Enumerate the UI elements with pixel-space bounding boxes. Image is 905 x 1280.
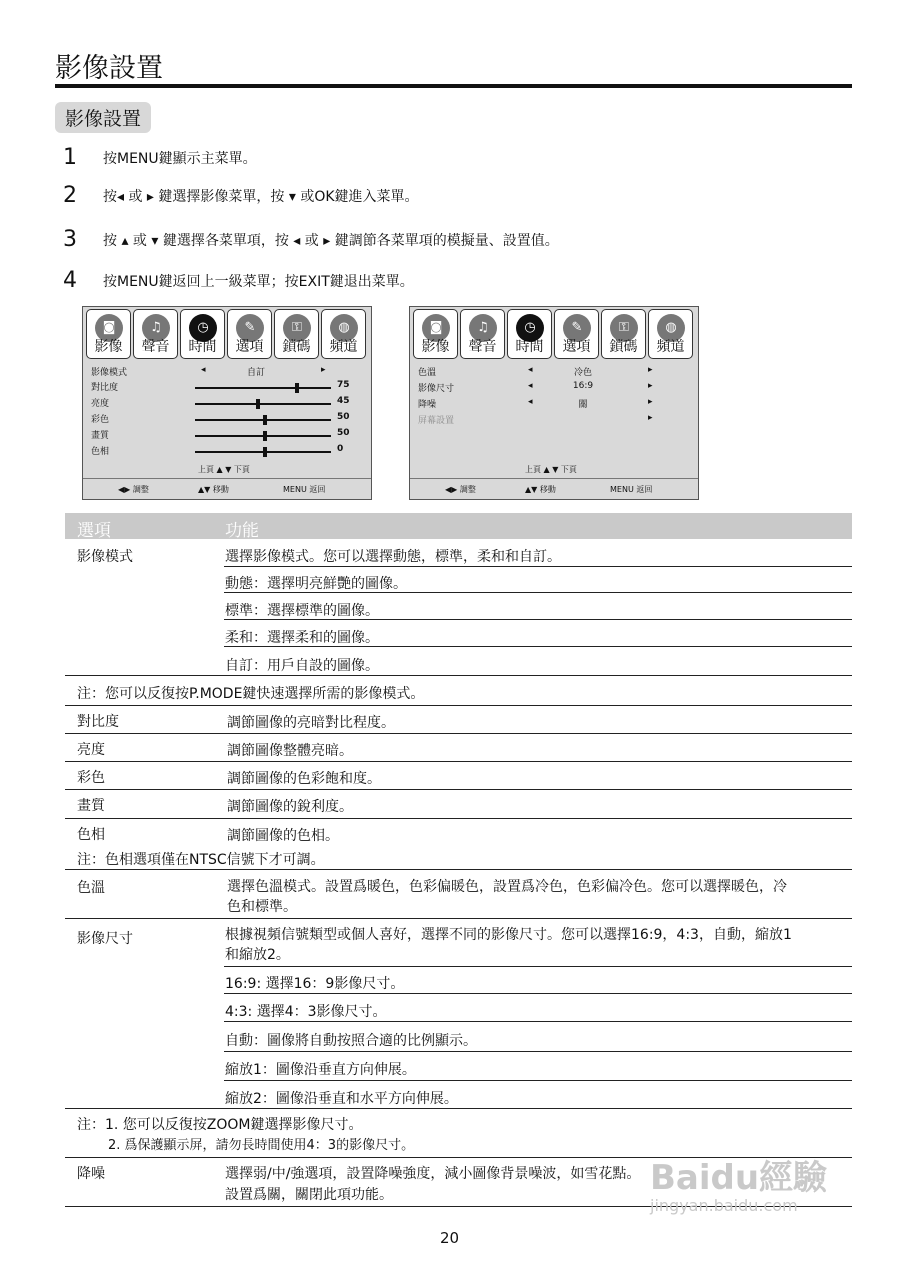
- menu-row-slider: 對比度 75: [91, 380, 350, 393]
- menu-page-hint: 上頁 ▲ ▼ 下頁: [198, 465, 250, 474]
- note: 注：色相選項僅在NTSC信號下才可調。: [77, 852, 325, 868]
- table-header: 選項 功能: [65, 513, 852, 539]
- item-desc: 和縮放2。: [225, 947, 290, 963]
- title-rule: [55, 84, 852, 88]
- item-desc: 根據視頻信號類型或個人喜好，選擇不同的影像尺寸。您可以選擇16:9，4:3，自動，縮放1: [225, 927, 792, 943]
- menu-icon-bar: [413, 309, 695, 359]
- row-divider: [65, 789, 852, 790]
- globe-icon: ◍ 頻道: [648, 309, 693, 359]
- row-divider: [224, 566, 852, 567]
- item-desc: 調節圖像整體亮暗。: [227, 743, 353, 759]
- tools-icon: ✎ 選項: [554, 309, 599, 359]
- globe-icon: ◍ 頻道: [321, 309, 366, 359]
- menu-row: 色溫 ◂ 冷色 ▸: [418, 365, 653, 378]
- clock-icon: ◷ 時間: [507, 309, 552, 359]
- menu-row-mode: 影像模式 ◂ 自訂 ▸: [91, 365, 326, 378]
- item-desc: 色和標準。: [227, 899, 297, 915]
- item-desc: 調節圖像的銳利度。: [227, 799, 353, 815]
- item-label: 影像尺寸: [77, 931, 133, 947]
- note: 注：您可以反復按P.MODE鍵快速選擇所需的影像模式。: [77, 686, 425, 702]
- row-divider: [65, 705, 852, 706]
- step-4: 4 按MENU鍵返回上一級菜單；按EXIT鍵退出菜單。: [63, 268, 414, 293]
- note: 注：1. 您可以反復按ZOOM鍵選擇影像尺寸。: [77, 1117, 363, 1133]
- watermark-logo: Baidu經驗: [650, 1158, 828, 1198]
- picture-menu-page2-screenshot: [409, 306, 699, 500]
- item-desc: 調節圖像的亮暗對比程度。: [227, 715, 395, 731]
- menu-row: 降噪 ◂ 關 ▸: [418, 397, 653, 410]
- option-desc: 柔和：選擇柔和的圖像。: [225, 630, 379, 646]
- item-desc: 調節圖像的色彩飽和度。: [227, 771, 381, 787]
- item-label: 影像模式: [77, 549, 133, 565]
- menu-row: 影像尺寸 ◂ 16:9 ▸: [418, 381, 653, 394]
- row-divider: [224, 646, 852, 647]
- item-desc: 設置爲關，關閉此項功能。: [225, 1187, 393, 1203]
- item-label: 畫質: [77, 798, 105, 814]
- step-1: 1 按MENU鍵顯示主菜單。: [63, 145, 257, 170]
- row-divider: [65, 675, 852, 676]
- menu-row-slider: 彩色 50: [91, 412, 350, 425]
- menu-row-slider: 色相 0: [91, 444, 344, 457]
- item-desc: 選擇影像模式。您可以選擇動態，標準，柔和和自訂。: [225, 549, 561, 565]
- tools-icon: ✎ 選項: [227, 309, 272, 359]
- item-desc: 選擇弱/中/強選項，設置降噪強度，減小圖像背景噪波，如雪花點。: [225, 1166, 641, 1182]
- option-desc: 4:3: 選擇4：3影像尺寸。: [225, 1004, 387, 1020]
- row-divider: [224, 993, 852, 994]
- item-label: 色溫: [77, 880, 105, 896]
- camera-icon: ◙ 影像: [413, 309, 458, 359]
- row-divider: [224, 1051, 852, 1052]
- row-divider: [65, 818, 852, 819]
- option-desc: 動態：選擇明亮鮮艷的圖像。: [225, 576, 407, 592]
- picture-menu-screenshot: [82, 306, 372, 500]
- row-divider: [224, 592, 852, 593]
- menu-icon-bar: [86, 309, 368, 359]
- item-label: 對比度: [77, 714, 119, 730]
- row-divider: [65, 1108, 852, 1109]
- watermark-url: jingyan.baidu.com: [650, 1196, 798, 1215]
- step-2: 2 按◂ 或 ▸ 鍵選擇影像菜單，按 ▾ 或OK鍵進入菜單。: [63, 183, 419, 208]
- row-divider: [65, 733, 852, 734]
- item-desc: 調節圖像的色相。: [227, 828, 339, 844]
- option-desc: 自訂：用戶自設的圖像。: [225, 658, 379, 674]
- menu-footer: ◀▶ 調整 ▲▼ 移動 MENU 返回: [410, 478, 698, 484]
- page-number: 20: [440, 1229, 460, 1247]
- headphone-icon: ♫ 聲音: [460, 309, 505, 359]
- row-divider: [224, 1080, 852, 1081]
- menu-page-hint: 上頁 ▲ ▼ 下頁: [525, 465, 577, 474]
- menu-row-disabled: 屏幕設置 ▸: [418, 413, 653, 426]
- option-desc: 自動：圖像將自動按照合適的比例顯示。: [225, 1033, 477, 1049]
- item-label: 降噪: [77, 1166, 105, 1182]
- option-desc: 標準：選擇標準的圖像。: [225, 603, 379, 619]
- camera-icon: ◙ 影像: [86, 309, 131, 359]
- menu-row-slider: 亮度 45: [91, 396, 350, 409]
- item-label: 亮度: [77, 742, 105, 758]
- row-divider: [65, 761, 852, 762]
- item-desc: 選擇色溫模式。設置爲暖色，色彩偏暖色，設置爲冷色，色彩偏冷色。您可以選擇暖色，冷: [227, 879, 787, 895]
- option-desc: 縮放2：圖像沿垂直和水平方向伸展。: [225, 1091, 458, 1107]
- item-label: 色相: [77, 827, 105, 843]
- item-label: 彩色: [77, 770, 105, 786]
- headphone-icon: ♫ 聲音: [133, 309, 178, 359]
- section-label: 影像設置: [55, 102, 151, 133]
- lock-icon: ⚿ 鎖碼: [601, 309, 646, 359]
- note: 2. 爲保護顯示屏，請勿長時間使用4：3的影像尺寸。: [108, 1138, 415, 1153]
- row-divider: [65, 869, 852, 870]
- option-desc: 16:9: 選擇16：9影像尺寸。: [225, 976, 405, 992]
- clock-icon: ◷ 時間: [180, 309, 225, 359]
- page-title: 影像設置: [55, 53, 163, 84]
- row-divider: [224, 1021, 852, 1022]
- row-divider: [224, 966, 852, 967]
- row-divider: [65, 918, 852, 919]
- step-3: 3 按 ▴ 或 ▾ 鍵選擇各菜單項，按 ◂ 或 ▸ 鍵調節各菜單項的模擬量、設置值。: [63, 227, 559, 252]
- row-divider: [224, 619, 852, 620]
- option-desc: 縮放1：圖像沿垂直方向伸展。: [225, 1062, 416, 1078]
- menu-footer: ◀▶ 調整 ▲▼ 移動 MENU 返回: [83, 478, 371, 484]
- lock-icon: ⚿ 鎖碼: [274, 309, 319, 359]
- menu-row-slider: 畫質 50: [91, 428, 350, 441]
